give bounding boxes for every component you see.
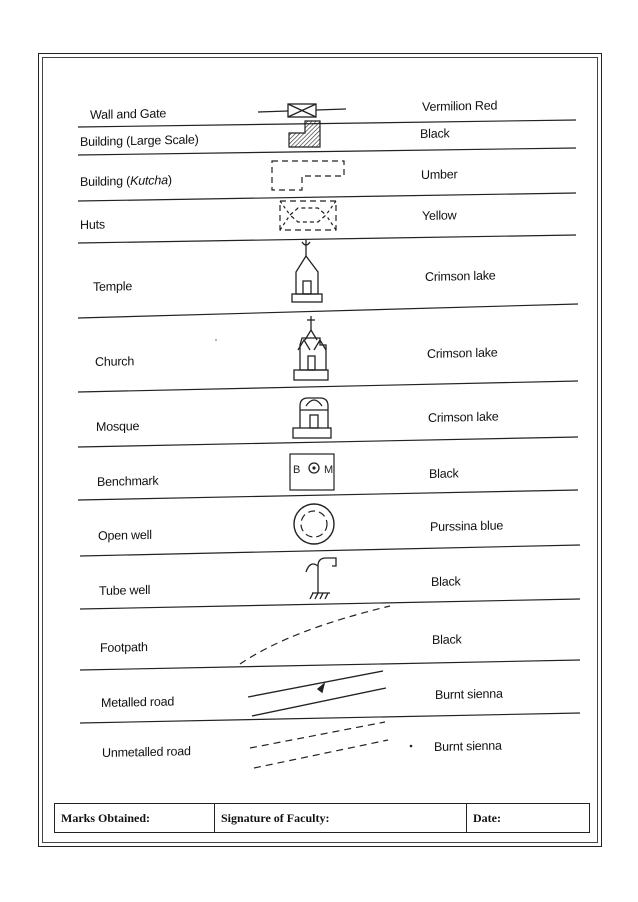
row-color-kutcha-building: Umber (421, 167, 458, 182)
row-label-mosque: Mosque (96, 419, 140, 434)
row-divider (78, 193, 576, 201)
row-label-benchmark: Benchmark (97, 473, 159, 489)
row-color-mosque: Crimson lake (428, 409, 499, 425)
faculty-signature-cell[interactable] (215, 804, 467, 832)
row-label-temple: Temple (93, 279, 133, 294)
marks-obtained-cell[interactable] (55, 804, 215, 832)
label-part: Building ( (80, 173, 131, 189)
row-divider (78, 381, 578, 392)
label-part: ) (167, 173, 172, 188)
row-color-church: Crimson lake (427, 345, 498, 361)
assessment-footer (54, 803, 590, 833)
open-well-icon (294, 504, 334, 544)
benchmark-b-letter: B (293, 464, 301, 476)
row-color-footpath: Black (432, 632, 462, 647)
row-color-huts: Yellow (422, 208, 457, 223)
label-italic: Kutcha (130, 173, 168, 188)
row-label-unmetalled-road: Unmetalled road (102, 744, 191, 760)
row-divider (80, 599, 580, 609)
stray-dot (410, 745, 413, 748)
row-label-wall-gate: Wall and Gate (90, 106, 167, 122)
mosque-icon (293, 398, 331, 438)
date-cell[interactable] (467, 804, 589, 832)
row-color-unmetalled-road: Burnt sienna (434, 738, 502, 754)
row-label-metalled-road: Metalled road (101, 694, 175, 710)
date-label: Date: (473, 810, 501, 825)
marks-obtained-label: Marks Obtained: (61, 810, 151, 825)
faculty-signature-label: Signature of Faculty: (221, 810, 330, 825)
row-divider (78, 148, 576, 155)
row-color-temple: Crimson lake (425, 268, 496, 284)
row-color-large-building: Black (420, 126, 450, 141)
row-label-large-building: Building (Large Scale) (80, 132, 199, 149)
metalled-road-icon (248, 671, 386, 716)
stray-dot (215, 339, 217, 341)
row-color-wall-gate: Vermilion Red (422, 98, 498, 114)
row-color-open-well: Purssina blue (430, 518, 504, 534)
hut-icon (280, 201, 336, 230)
church-icon (294, 316, 328, 380)
footpath-icon (240, 606, 390, 664)
row-color-benchmark: Black (429, 466, 459, 481)
row-label-open-well: Open well (98, 527, 152, 543)
row-divider (80, 660, 580, 670)
row-label-church: Church (95, 354, 135, 369)
tube-well-icon (306, 558, 336, 599)
temple-icon (292, 240, 322, 302)
row-label-kutcha-building (80, 173, 172, 189)
large-building-icon (289, 121, 320, 147)
benchmark-m-letter: M (324, 464, 334, 476)
unmetalled-road-icon (250, 722, 388, 768)
kutcha-building-icon (272, 161, 344, 190)
row-divider (78, 304, 578, 318)
row-color-tube-well: Black (431, 574, 461, 589)
row-divider (78, 120, 576, 127)
row-divider (80, 713, 580, 723)
row-label-footpath: Footpath (100, 639, 148, 655)
row-color-metalled-road: Burnt sienna (435, 686, 503, 702)
row-divider (78, 490, 578, 500)
row-label-tube-well: Tube well (99, 582, 151, 598)
row-divider (78, 235, 576, 243)
wall-gate-icon (258, 104, 346, 117)
row-divider (80, 545, 580, 556)
row-label-huts: Huts (80, 217, 105, 232)
